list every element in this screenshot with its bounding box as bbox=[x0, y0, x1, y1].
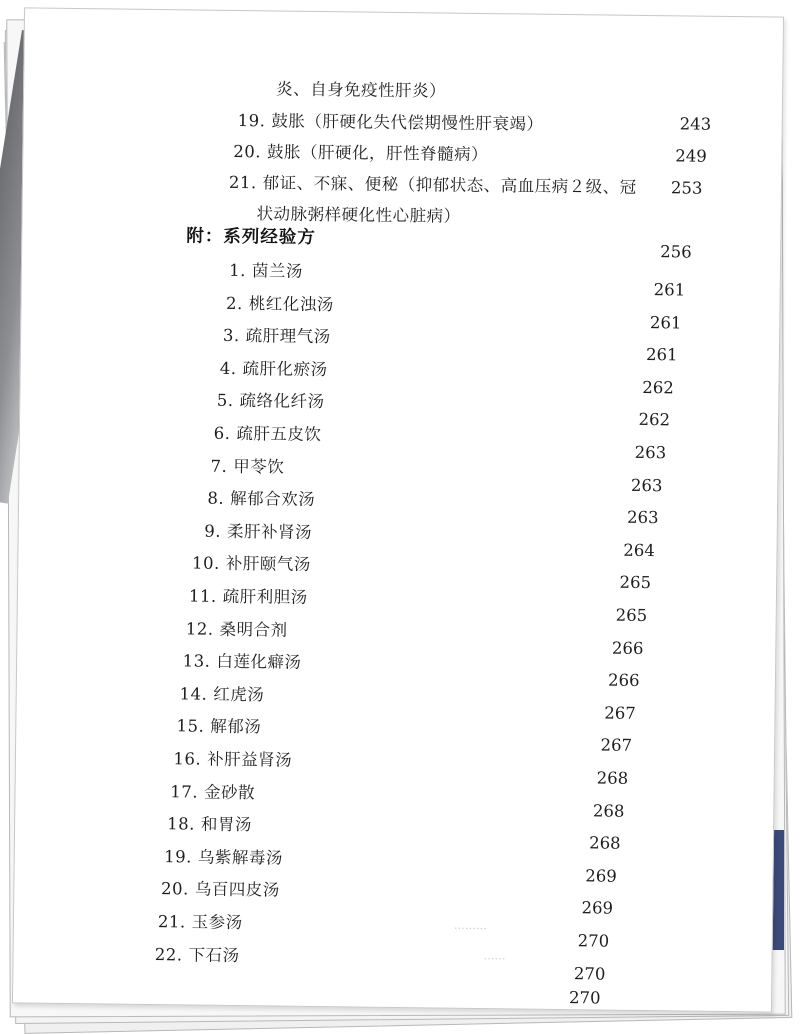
toc-entry-title: 疏肝理气汤 bbox=[245, 326, 331, 347]
toc-entry-title: 玉参汤 bbox=[191, 912, 243, 933]
toc-page bbox=[12, 7, 784, 1012]
toc-entry-title: 解郁汤 bbox=[210, 717, 262, 737]
toc-entry-number: 9. bbox=[204, 521, 222, 541]
toc-entry bbox=[204, 420, 321, 445]
toc-entry bbox=[170, 778, 255, 803]
toc-entry-number: 18. bbox=[167, 814, 196, 834]
toc-entry bbox=[220, 257, 303, 282]
toc-page-number: 265 bbox=[615, 605, 648, 626]
toc-page-number: 267 bbox=[604, 703, 636, 723]
toc-entry-title: 乌紫解毒汤 bbox=[197, 847, 283, 868]
toc-page-number: 270 bbox=[573, 963, 606, 984]
toc-entry-number: 8. bbox=[207, 488, 225, 509]
toc-page-number: 269 bbox=[581, 898, 614, 919]
toc-entry-number: 5. bbox=[216, 391, 234, 411]
bleed-through-text: ……… bbox=[453, 918, 488, 933]
toc-entry bbox=[180, 680, 265, 705]
toc-continuation-line: 状动脉粥样硬化性心脏病） bbox=[256, 204, 461, 226]
toc-page-number: 265 bbox=[619, 573, 652, 593]
toc-entry-title: 红虎汤 bbox=[213, 684, 265, 705]
toc-entry-number: 12. bbox=[185, 619, 214, 639]
toc-entry-number: 21. bbox=[157, 912, 186, 932]
toc-page-number: 266 bbox=[611, 638, 644, 658]
toc-entry bbox=[195, 517, 312, 542]
toc-entry bbox=[158, 908, 243, 933]
bleed-through-text: …… bbox=[483, 949, 506, 963]
toc-entry-number: 17. bbox=[170, 781, 199, 802]
toc-entry-number: 16. bbox=[173, 749, 202, 769]
toc-entry-title: 茵兰汤 bbox=[251, 261, 304, 281]
toc-page-number: 262 bbox=[642, 377, 674, 398]
toc-entry-number: 14. bbox=[179, 684, 208, 704]
toc-entry bbox=[217, 289, 334, 314]
toc-entry-title: 疏肝五皮饮 bbox=[236, 424, 322, 445]
toc-entry-title: 桃红化浊汤 bbox=[248, 293, 334, 314]
toc-entry-number: 6. bbox=[213, 423, 231, 443]
toc-entry-title: 解郁合欢汤 bbox=[230, 489, 316, 510]
toc-continuation-line: 炎、自身免疫性肝炎） bbox=[276, 79, 447, 101]
toc-entry: 19. 鼓胀（肝硬化失代偿期慢性肝衰竭） bbox=[237, 111, 544, 134]
toc-page-number: 263 bbox=[634, 442, 667, 463]
toc-page-number: 267 bbox=[600, 735, 633, 756]
toc-entry-number: 13. bbox=[182, 651, 211, 671]
toc-entry-title: 疏肝化瘀汤 bbox=[242, 358, 328, 379]
toc-entry bbox=[161, 876, 280, 901]
toc-entry-title: 乌百四皮汤 bbox=[194, 879, 280, 900]
toc-page-number: 270 bbox=[577, 931, 610, 951]
toc-entry bbox=[167, 810, 252, 835]
toc-entry-title: 补肝颐气汤 bbox=[225, 554, 311, 575]
toc-page-number: 243 bbox=[679, 114, 712, 134]
toc-entry-title: 和胃汤 bbox=[200, 814, 253, 835]
toc-page-number: 266 bbox=[608, 670, 640, 691]
toc-entry-number: 20. bbox=[160, 879, 189, 899]
toc-entry-title: 柔肝补肾汤 bbox=[227, 521, 313, 542]
toc-entry bbox=[214, 322, 331, 347]
toc-entry bbox=[155, 941, 240, 966]
toc-entry bbox=[173, 745, 292, 770]
toc-entry bbox=[176, 713, 261, 738]
toc-entry-title: 金砂散 bbox=[203, 782, 256, 802]
toc-entry bbox=[192, 550, 311, 575]
toc-entry-number: 7. bbox=[210, 456, 228, 476]
toc-entry bbox=[189, 582, 308, 607]
toc-page-number: 268 bbox=[589, 833, 621, 853]
toc-entry-number: 1. bbox=[229, 260, 247, 281]
toc-page-number: 264 bbox=[623, 540, 655, 560]
toc-entry bbox=[164, 843, 283, 868]
toc-page-number: 261 bbox=[649, 312, 682, 333]
toc-entry-number: 4. bbox=[219, 358, 237, 378]
toc-entry bbox=[186, 615, 288, 640]
toc-entry-number: 3. bbox=[222, 326, 240, 346]
toc-page-number: 269 bbox=[585, 866, 617, 886]
toc-entry bbox=[198, 485, 315, 510]
toc-page-number: 263 bbox=[626, 507, 659, 528]
toc-page-number: 261 bbox=[645, 345, 678, 365]
toc-entry-number: 2. bbox=[225, 293, 243, 313]
toc-entry bbox=[183, 648, 302, 673]
toc-entry-title: 补肝益肾汤 bbox=[207, 749, 293, 770]
toc-entry-number: 19. bbox=[164, 846, 193, 867]
toc-page-number: 262 bbox=[638, 410, 671, 430]
toc-entry-title: 白莲化癖汤 bbox=[216, 651, 302, 673]
toc-entry bbox=[207, 387, 324, 412]
toc-entry: 21. 郁证、不寐、便秘（抑郁状态、高血压病２级、冠 bbox=[228, 172, 637, 197]
toc-entry-title: 疏肝利胆汤 bbox=[222, 586, 308, 607]
toc-page-number: 249 bbox=[675, 146, 707, 166]
toc-entry-title: 疏络化纤汤 bbox=[239, 391, 325, 412]
toc-page-number: 268 bbox=[592, 800, 625, 821]
toc-page-number: 263 bbox=[630, 475, 663, 495]
toc-entry bbox=[201, 452, 284, 477]
toc-page-number: 261 bbox=[653, 280, 686, 300]
toc-entry-number: 11. bbox=[188, 586, 217, 606]
toc-page-number: 253 bbox=[670, 178, 703, 198]
section-title: 附：系列经验方 bbox=[186, 226, 316, 248]
toc-entry bbox=[210, 354, 327, 379]
toc-entry-title: 下石汤 bbox=[188, 945, 240, 965]
toc-entry-number: 15. bbox=[176, 716, 205, 737]
toc-entry-number: 22. bbox=[154, 944, 183, 964]
toc-entry-title: 甲苓饮 bbox=[233, 456, 285, 477]
toc-entry-title: 桑明合剂 bbox=[219, 619, 288, 640]
toc-page-number: 256 bbox=[660, 242, 692, 262]
toc-page-number: 268 bbox=[596, 768, 629, 788]
toc-entry-number: 10. bbox=[191, 553, 220, 574]
toc-entry: 20. 鼓胀（肝硬化，肝性脊髓病） bbox=[233, 141, 489, 165]
toc-page-number: 270 bbox=[568, 988, 601, 1008]
